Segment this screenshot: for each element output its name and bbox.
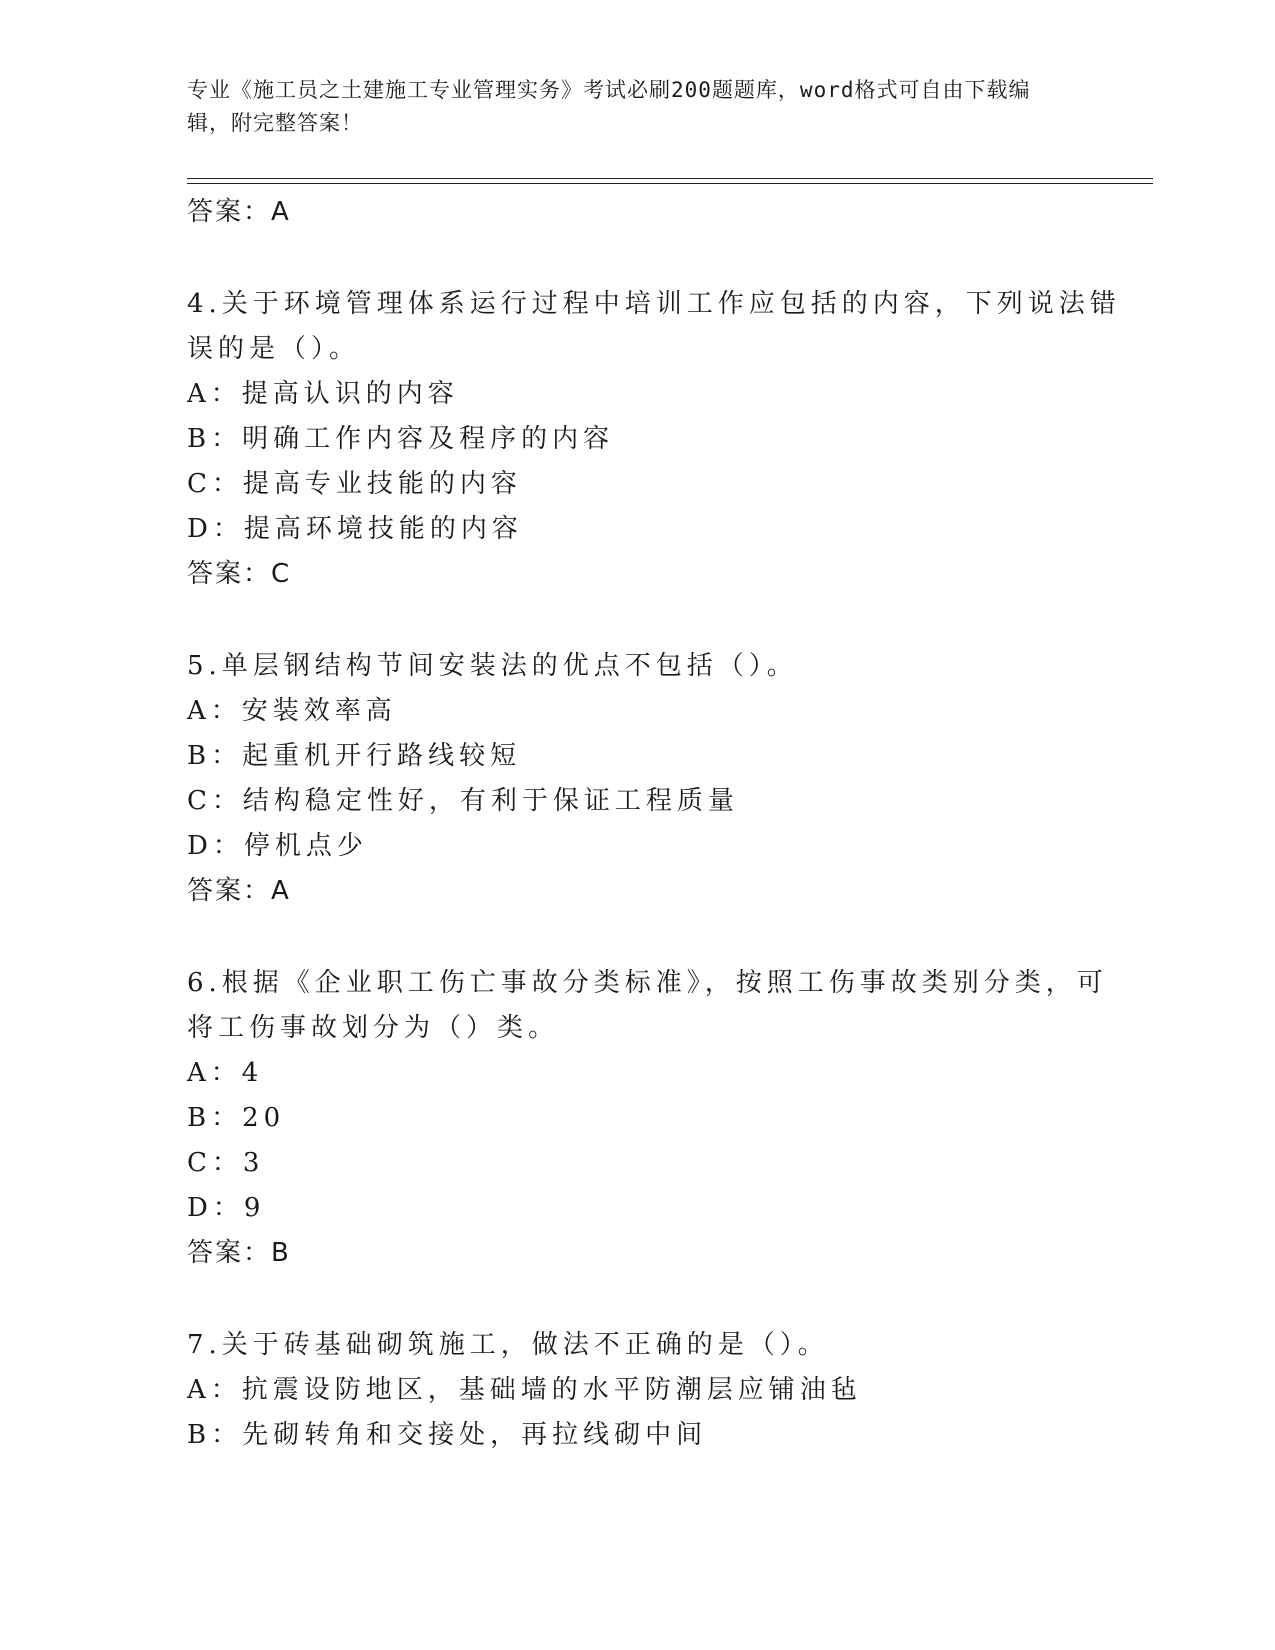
- option-d: D：9: [187, 1193, 266, 1223]
- question-text: 误的是（）。: [187, 334, 361, 364]
- option-b: B：明确工作内容及程序的内容: [187, 424, 615, 454]
- document-header: 专业《施工员之土建施工专业管理实务》考试必刷200题题库，word格式可自由下载编辑，附完整答案！: [187, 78, 1031, 135]
- answer-line: 答案：A: [187, 197, 291, 227]
- option-d: D：停机点少: [187, 831, 368, 861]
- header-rule: [187, 178, 1153, 179]
- question-text: 4.关于环境管理体系运行过程中培训工作应包括的内容，下列说法错: [187, 289, 1121, 319]
- option-a: A：抗震设防地区，基础墙的水平防潮层应铺油毡: [187, 1375, 862, 1405]
- option-c: C：提高专业技能的内容: [187, 469, 522, 499]
- question-text: 5.单层钢结构节间安装法的优点不包括（）。: [187, 651, 798, 681]
- option-d: D：提高环境技能的内容: [187, 514, 523, 544]
- question-block: [187, 282, 1121, 597]
- question-text: 7.关于砖基础砌筑施工，做法不正确的是（）。: [187, 1330, 829, 1360]
- answer-line: 答案：B: [187, 1238, 291, 1268]
- question-block: [187, 1323, 1087, 1458]
- option-c: C：结构稳定性好，有利于保证工程质量: [187, 786, 739, 816]
- option-b: B：起重机开行路线较短: [187, 741, 522, 771]
- option-c: C：3: [187, 1148, 265, 1178]
- option-b: B：20: [187, 1103, 286, 1133]
- question-text: 6.根据《企业职工伤亡事故分类标准》，按照工伤事故类别分类，可: [187, 968, 1108, 998]
- question-block: [187, 961, 1108, 1276]
- question-text: 将工伤事故划分为（）类。: [187, 1013, 560, 1043]
- answer-line: 答案：A: [187, 876, 291, 906]
- option-a: A：提高认识的内容: [187, 379, 459, 409]
- option-a: A：4: [187, 1058, 264, 1088]
- answer-line: 答案：C: [187, 559, 292, 589]
- question-block: [187, 644, 1087, 914]
- document-body: [187, 190, 1121, 1458]
- option-a: A：安装效率高: [187, 696, 397, 726]
- option-b: B：先砌转角和交接处，再拉线砌中间: [187, 1420, 708, 1450]
- header-rule-secondary: [187, 183, 1153, 184]
